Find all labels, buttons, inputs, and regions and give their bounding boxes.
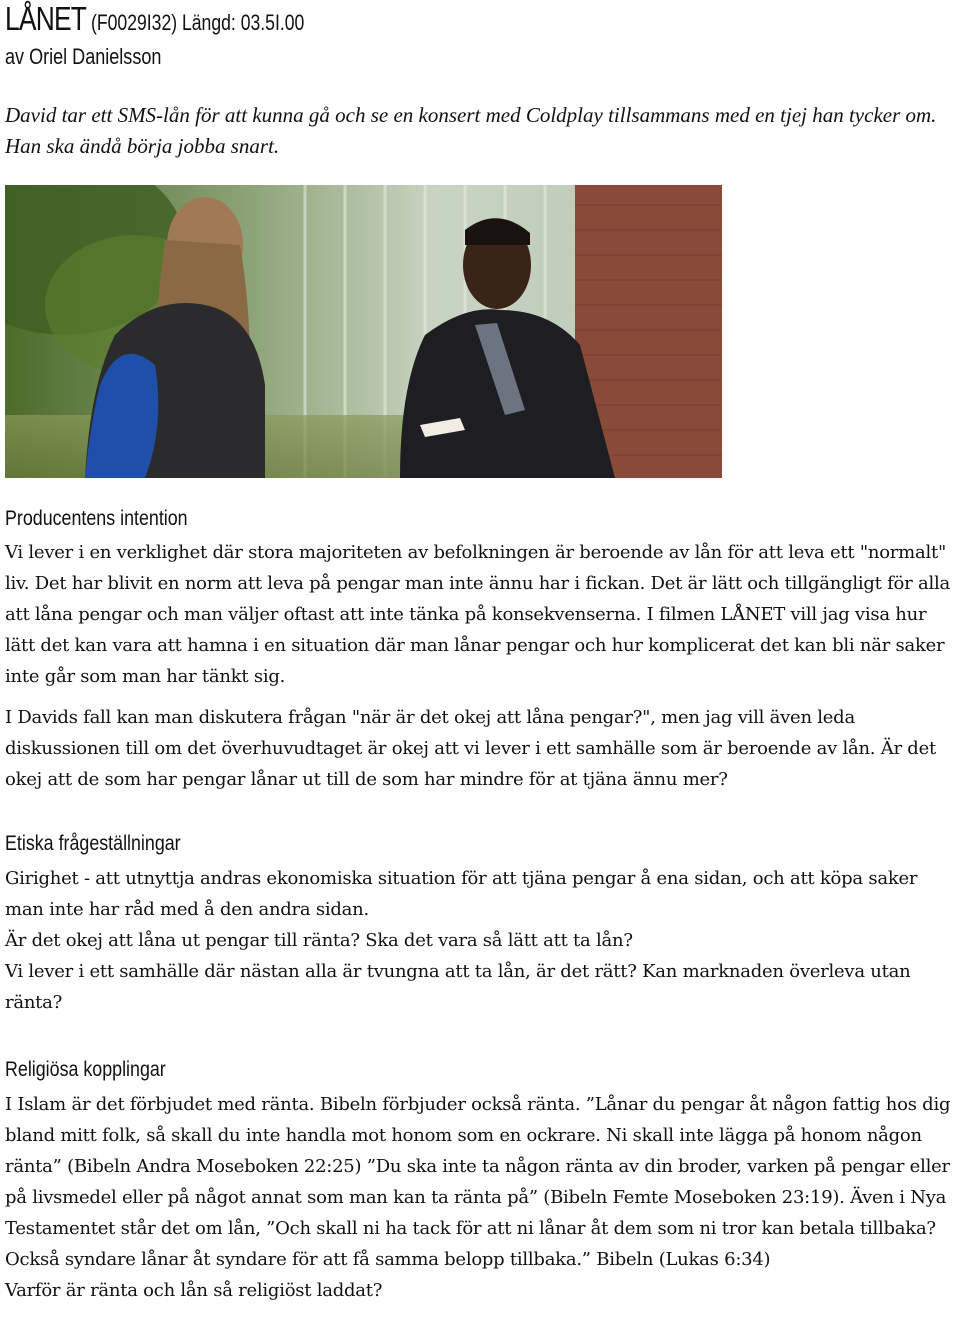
film-still-image bbox=[5, 185, 722, 478]
religion-heading: Religiösa kopplingar bbox=[5, 1058, 166, 1081]
film-author: av Oriel Danielsson bbox=[5, 44, 162, 69]
ethics-paragraph-1: Girighet - att utnyttja andras ekonomiska situation för att tjäna pengar å ena sidan, och att köpa saker man inte har råd med å den andra sidan. bbox=[5, 868, 918, 920]
title-line bbox=[5, 0, 955, 38]
intention-heading: Producentens intention bbox=[5, 507, 188, 530]
ethics-heading: Etiska frågeställningar bbox=[5, 832, 181, 855]
film-meta: (F0029I32) Längd: 03.5I.00 bbox=[90, 10, 305, 35]
film-title: LÅNET bbox=[5, 0, 87, 37]
intention-paragraph-1: Vi lever i en verklighet där stora majoriteten av befolkningen är beroende av lån för att leva ett "normalt" liv. Det har blivit en norm att leva på pengar man inte ännu har i fickan. Det är lätt och tillgängligt för alla att låna pengar och man väljer oftast att inte tänka på konsekvenserna. I filmen LÅNET vill jag visa hur lätt det kan vara att hamna i en situation där man lånar pengar och hur komplicerat det kan bli när saker inte går som man har tänkt sig. bbox=[5, 542, 950, 687]
film-synopsis: David tar ett SMS-lån för att kunna gå och se en konsert med Coldplay tillsammans med en tjej han tycker om. Han ska ändå börja jobba snart. bbox=[5, 103, 937, 158]
religion-body bbox=[5, 1089, 960, 1306]
intention-paragraph-2: I Davids fall kan man diskutera frågan "när är det okej att låna pengar?", men jag vill även leda diskussionen till om det överhuvudtaget är okej att vi lever i ett samhälle som är beroende av lån. Är det okej att de som har pengar lånar ut till de som har mindre för at tjäna ännu mer? bbox=[5, 707, 936, 790]
religion-paragraph-1: I Islam är det förbjudet med ränta. Bibeln förbjuder också ränta. ”Lånar du pengar åt någon fattig hos dig bland mitt folk, så skall du inte handla mot honom som en ockrare. Ni skall inte lägga på honom någon ränta” (Bibeln Andra Moseboken 22:25) ”Du ska inte ta någon ränta av din broder, varken på pengar eller på livsmedel eller på något annat som man kan ta ränta på” (Bibeln Femte Moseboken 23:19). Även i Nya Testamentet står det om lån, ”Och skall ni ha tack för att ni lånar åt dem som ni tror kan betala tillbaka? Också syndare lånar åt syndare för att få samma belopp tillbaka.” Bibeln (Lukas 6:34) bbox=[5, 1094, 951, 1270]
religion-paragraph-2: Varför är ränta och lån så religiöst laddat? bbox=[5, 1280, 383, 1301]
intention-body bbox=[5, 537, 960, 795]
ethics-paragraph-3: Vi lever i ett samhälle där nästan alla är tvungna att ta lån, är det rätt? Kan marknaden överleva utan ränta? bbox=[5, 961, 911, 1013]
ethics-paragraph-2: Är det okej att låna ut pengar till ränta? Ska det vara så lätt att ta lån? bbox=[5, 930, 633, 951]
ethics-body bbox=[5, 863, 960, 1018]
